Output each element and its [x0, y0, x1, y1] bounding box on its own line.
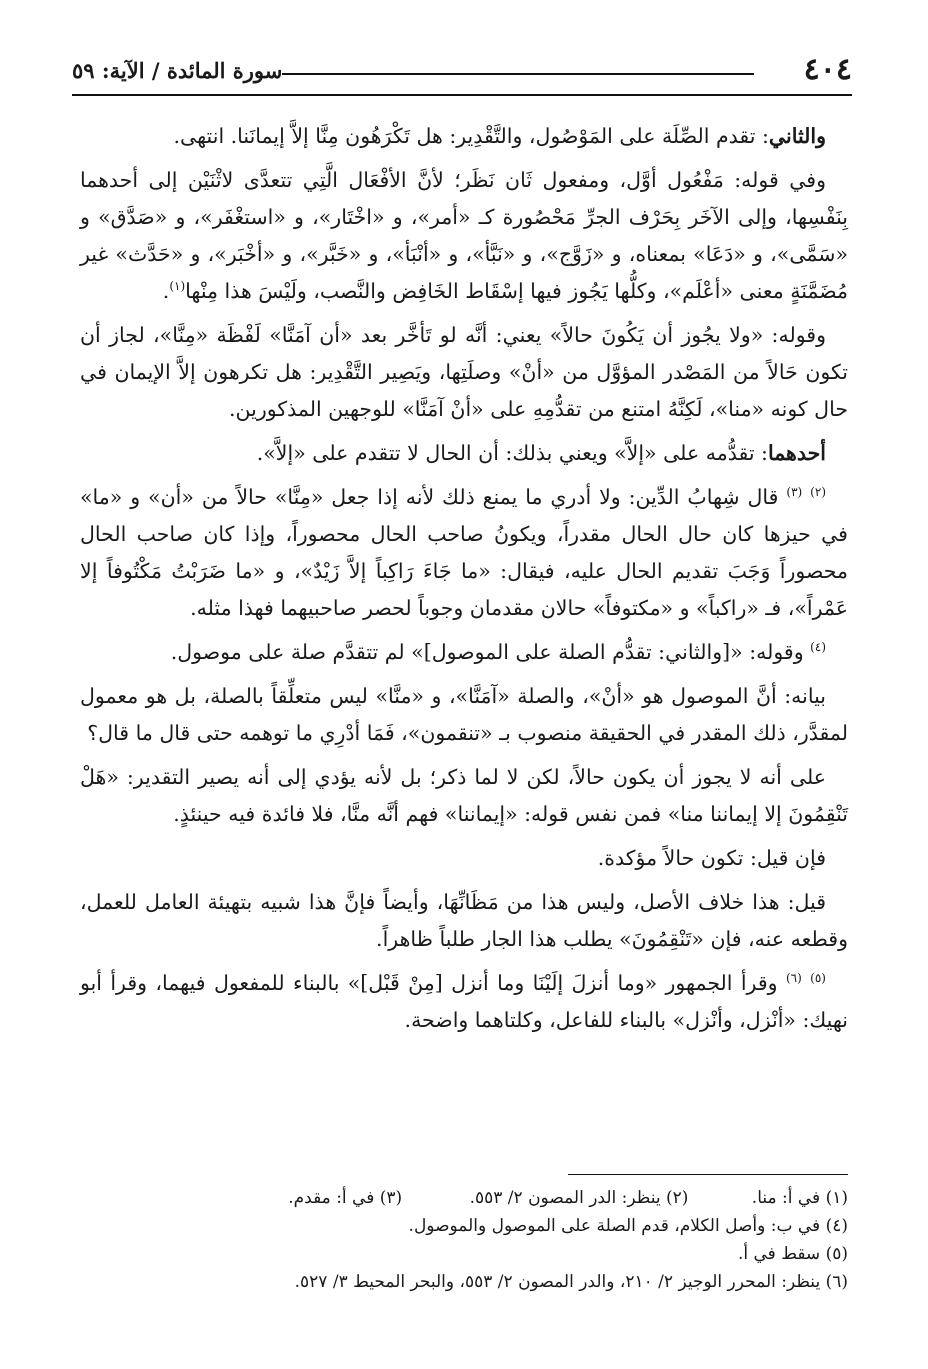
footnote-item: (٢) ينظر: الدر المصون ٢/ ٥٥٣. [469, 1188, 689, 1208]
paragraph [80, 317, 848, 428]
paragraph-text: وقرأ الجمهور «وما أنزلَ إلَيْنَا وما أنزل [مِنْ قَبْل]» بالبناء للمفعول فيهما، وقرأ أبو نهيك: «أنْزل، وأنْزل» بالبناء للفاعل، وكلتاهما واضحة. [80, 971, 848, 1032]
paragraph-text: وقوله: «[والثاني: تقدُّم الصلة على الموصول]» لم تتقدَّم صلة على موصول. [170, 640, 804, 664]
paragraph-text: : تقدُّمه على «إلاَّ» ويعني بذلك: أن الحال لا تتقدم على «إلاَّ». [256, 441, 768, 465]
paragraph: وفي قوله: مَفْعُول أوَّل، ومفعول ثَان نَظَر؛ لأنَّ الأفْعَال الَّتِي تتعدَّى لاثْنَيْن إلى أحدهما بِنَفْسِها، وإلى الآخَر بِحَرْف الجرِّ مَحْصُورة كـ «أمر»، و «اخْتَار»، و «استغْفَر»، و «صَدَّق» و «سَمَّى»، و «دَعَا» بمعناه، و «زَوَّج»، و «نَبَّأ»، و «أنْبَأ»، و «خَبَّر»، و «أخْبَر»، و «حَدَّث» غير مُضَمَّنَةٍ معنى «أعْلَم»، وكلُّها يَجُوز فيها إسْقَاط الخَافِض والنَّصب، ولَيْسَ هذا مِنْها$^{(١)}$. [80, 168, 848, 303]
footnote-row [80, 1184, 848, 1212]
footnote-ref[interactable]: (٦) [785, 971, 802, 986]
paragraph-text: بيانه: أنَّ الموصول هو «أنْ»، والصلة «آمَنَّا»، و «منَّا» ليس متعلِّقاً بالصلة، بل هو معمول لمقدَّر، ذلك المقدر في الحقيقة منصوب بـ «تنقمون»، فَمَا أدْرِي ما توهمه حتى قال ما قال؟ [80, 684, 848, 745]
header-rule [282, 73, 754, 75]
footnote-item: (٥) سقط في أ. [737, 1244, 848, 1264]
paragraph-lead: والثاني [768, 124, 826, 148]
footnote-ref[interactable]: (٢) [810, 485, 826, 500]
footnote-item: (١) في أ: منا. [751, 1188, 848, 1208]
footnote-ref[interactable]: (٤) [810, 640, 826, 655]
paragraph [80, 759, 848, 833]
paragraph-text: وقوله: «ولا يجُوز أن يَكُونَ حالاً» يعني: أنَّه لو تَأخَّر بعد «أن آمَنَّا» لَفْظَة «مِنَّا»، لجاز أن تكون حَالاً من المَصْدر المؤوَّل من «أنْ» وصلَتِها، ويَصِير التَّقْدِير: هل تكرهون إلاَّ الإيمان في حال كونه «منا»، لَكِنَّهُ امتنع من تقدُّمِهِ على «أنْ آمَنَّا» للوجهين المذكورين. [80, 323, 848, 421]
page-header [72, 48, 852, 96]
paragraph [80, 479, 848, 627]
footnote-separator [568, 1174, 848, 1175]
paragraph [80, 884, 848, 958]
footnotes [80, 1184, 848, 1296]
paragraph [80, 118, 848, 155]
footnote-item: (٣) في أ: مقدم. [288, 1188, 403, 1208]
paragraph [80, 678, 848, 752]
paragraph [80, 435, 848, 472]
paragraph-text: فإن قيل: تكون حالاً مؤكدة. [597, 846, 826, 870]
footnote-ref[interactable]: (١) [169, 279, 186, 294]
footnote-ref[interactable]: (٥) [810, 971, 826, 986]
footnote-item: (٦) ينظر: المحرر الوجيز ٢/ ٢١٠، والدر المصون ٢/ ٥٥٣، والبحر المحيط ٣/ ٥٢٧. [294, 1272, 848, 1292]
footnote-ref[interactable]: (٣) [786, 485, 803, 500]
paragraph [80, 965, 848, 1039]
main-text [80, 118, 848, 1046]
paragraph-text: وفي قوله: مَفْعُول أوَّل، ومفعول ثَان نَظَر؛ لأنَّ الأفْعَال الَّتِي تتعدَّى لاثْنَيْن إلى أحدهما بِنَفْسِها، وإلى الآخَر بِحَرْف الجرِّ مَحْصُورة كـ «أمر»، و «اخْتَار»، و «استغْفَر»، و «صَدَّق» و «سَمَّى»، و «دَعَا» بمعناه، و «زَوَّج»، و «نَبَّأ»، و «أنْبَأ»، و «خَبَّر»، و «أخْبَر»، و «حَدَّث» غير مُضَمَّنَةٍ معنى «أعْلَم»، وكلُّها يَجُوز فيها إسْقَاط الخَافِض والنَّصب، ولَيْسَ هذا مِنْها [80, 168, 848, 303]
paragraph-text: قال شِهابُ الدِّين: ولا أدري ما يمنع ذلك لأنه إذا جعل «مِنَّا» حالاً من «أن» و «ما» في حيزها كان حال الحال مقدراً، ويكونُ صاحب الحال محصوراً، وإذا كان صاحب الحال محصوراً وَجَبَ تقديم الحال عليه، فيقال: «ما جَاءَ رَاكِباً إلاَّ زَيْدٌ»، و «ما ضَرَبْتُ مَكْتُوفاً إلا عَمْراً»، فـ «راكباً» و «مكتوفاً» حالان مقدمان وجوباً لحصر صاحبيهما فهذا مثله. [80, 485, 848, 620]
paragraph-text: على أنه لا يجوز أن يكون حالاً، لكن لا لما ذكر؛ بل لأنه يؤدي إلى أنه يصير التقدير: «هَلْ تَنْقِمُونَ إلا إيماننا منا» فمن نفس قوله: «إيماننا» فهم أنَّه منَّا، فلا فائدة فيه حينئذٍ. [80, 765, 848, 826]
paragraph [80, 840, 848, 877]
paragraph-text: : تقدم الصِّلَة على المَوْصُول، والتَّقْدِير: هل تَكْرَهُون مِنَّا إلاَّ إيمانَنا. انتهى. [173, 124, 769, 148]
paragraph [80, 634, 848, 671]
page-number: ٤٠٤ [803, 52, 852, 87]
surah-reference: سورة المائدة / الآية: ٥٩ [72, 58, 283, 83]
paragraph-text: قيل: هذا خلاف الأصل، وليس هذا من مَظَانِّهَا، وأيضاً فإنَّ هذا شبيه بتهيئة العامل للعمل، وقطعه عنه، فإن «تَنْقِمُونَ» يطلب هذا الجار طلباً ظاهراً. [80, 890, 848, 951]
footnote-item: (٤) في ب: وأصل الكلام، قدم الصلة على الموصول والموصول. [408, 1216, 848, 1236]
paragraph-lead: أحدهما [767, 441, 826, 465]
